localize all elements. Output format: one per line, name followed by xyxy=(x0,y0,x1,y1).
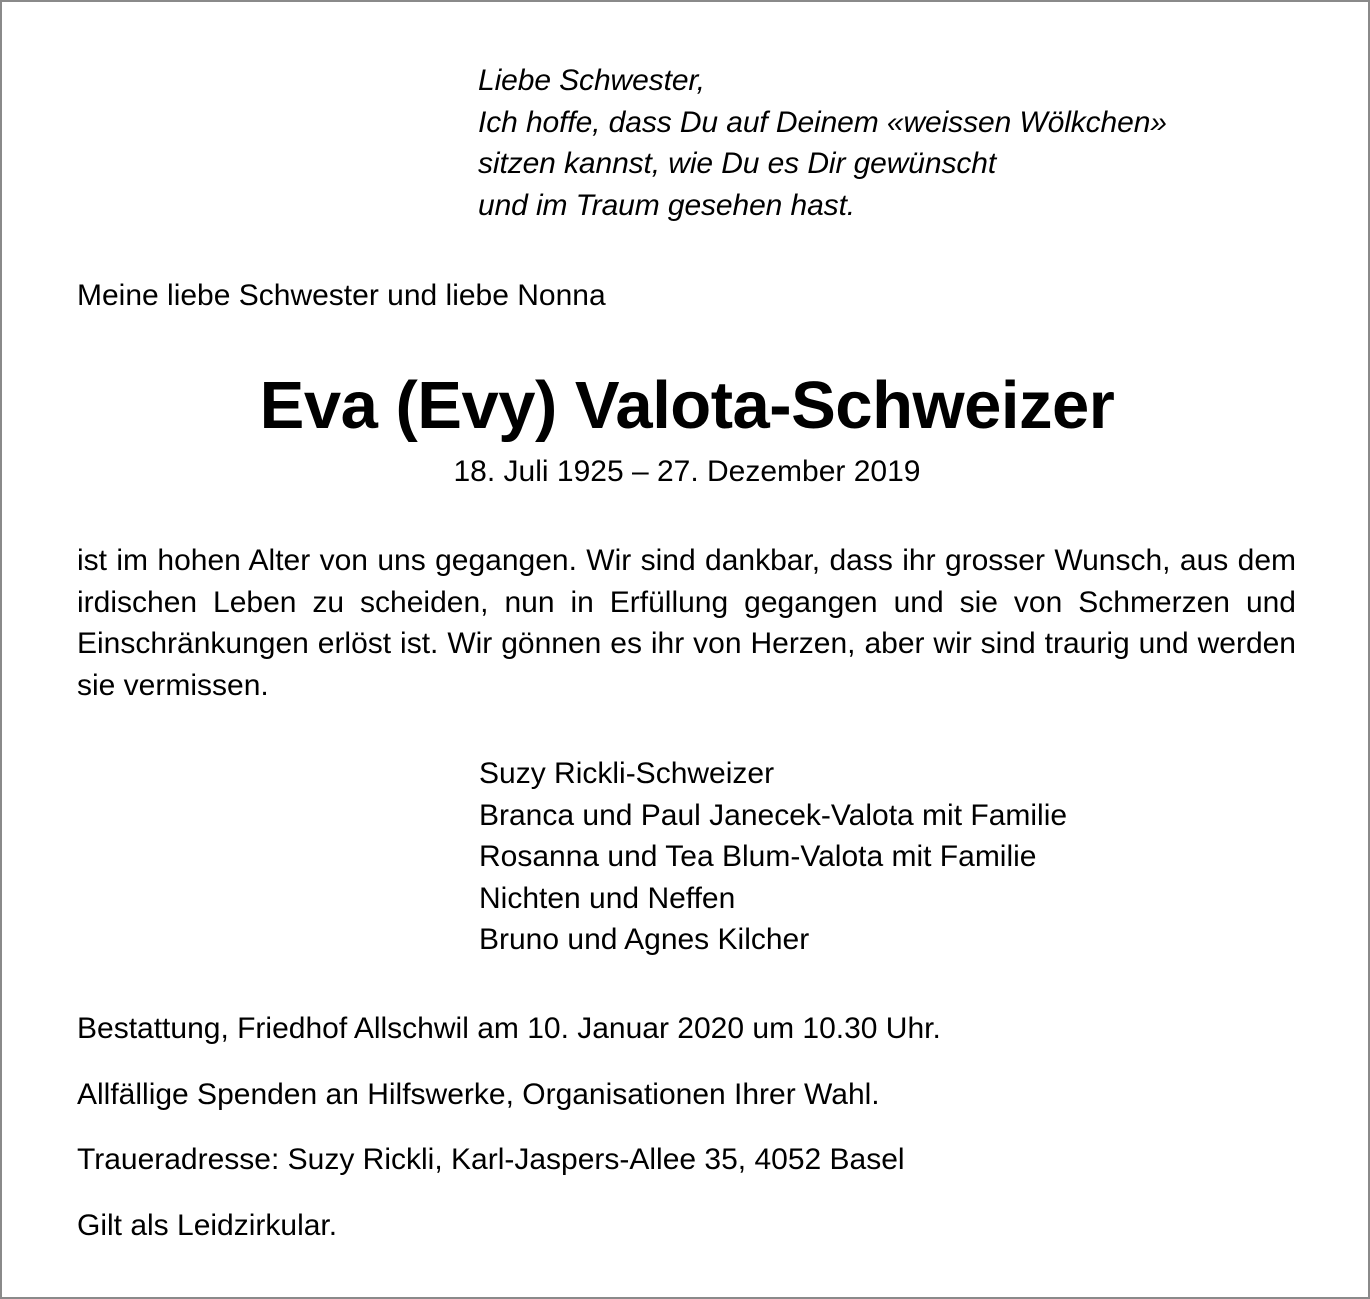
mourning-address: Traueradresse: Suzy Rickli, Karl-Jaspers-Allee 35, 4052 Basel xyxy=(77,1143,905,1176)
quote-line: Liebe Schwester, xyxy=(478,64,705,97)
mourner-name: Rosanna und Tea Blum-Valota mit Familie xyxy=(479,840,1037,873)
donations-info: Allfällige Spenden an Hilfswerke, Organisationen Ihrer Wahl. xyxy=(77,1078,880,1111)
circular-note: Gilt als Leidzirkular. xyxy=(77,1209,338,1242)
intro-line: Meine liebe Schwester und liebe Nonna xyxy=(77,279,606,312)
life-dates: 18. Juli 1925 – 27. Dezember 2019 xyxy=(453,455,921,488)
quote-line: sitzen kannst, wie Du es Dir gewünscht xyxy=(478,147,997,180)
funeral-info: Bestattung, Friedhof Allschwil am 10. Januar 2020 um 10.30 Uhr. xyxy=(77,1012,941,1045)
opening-quote xyxy=(478,60,1167,226)
mourner-name: Bruno und Agnes Kilcher xyxy=(479,923,810,956)
quote-line: Ich hoffe, dass Du auf Deinem «weissen Wölkchen» xyxy=(478,105,1167,139)
mourner-name: Suzy Rickli-Schweizer xyxy=(479,757,775,790)
mourners-list xyxy=(479,753,1067,961)
mourner-name: Branca und Paul Janecek-Valota mit Familie xyxy=(479,798,1068,832)
deceased-name: Eva (Evy) Valota-Schweizer xyxy=(259,368,1115,443)
quote-line: und im Traum gesehen hast. xyxy=(478,188,856,222)
announcement-text: ist im hohen Alter von uns gegangen. Wir sind dankbar, dass ihr grosser Wunsch, aus dem irdischen Leben zu scheiden, nun in Erfüllung gegangen und sie von Schmerzen und Einschränkungen erlöst ist. Wir gönnen es ihr von Herzen, aber wir sind traurig und werden sie vermissen. xyxy=(77,544,1296,702)
mourner-name: Nichten und Neffen xyxy=(479,881,736,915)
